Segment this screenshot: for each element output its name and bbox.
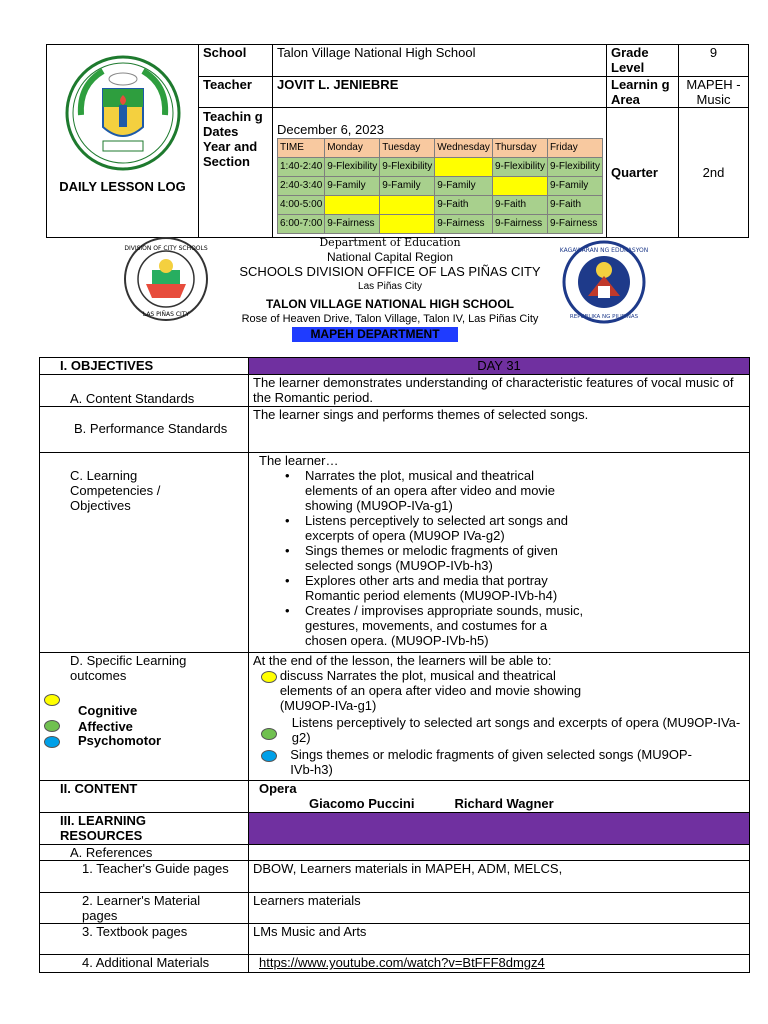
schedule-time-cell: 2:40-3:40 bbox=[278, 177, 325, 196]
svg-text:LAS PIÑAS CITY: LAS PIÑAS CITY bbox=[142, 311, 190, 318]
schedule-class-cell: 9-Flexibility bbox=[492, 158, 547, 177]
date-value: December 6, 2023 bbox=[277, 122, 384, 137]
domain-psychomotor: Psychomotor bbox=[78, 733, 162, 748]
teacher-value: JOVIT L. JENIEBRE bbox=[273, 77, 607, 108]
schedule-class-cell: 9-Flexibility bbox=[547, 158, 602, 177]
school-logo-icon bbox=[59, 55, 187, 173]
yellow-dot-icon bbox=[44, 694, 60, 706]
schedule-row bbox=[278, 158, 603, 177]
domain-legend bbox=[44, 691, 244, 749]
competency-item: • Explores other arts and media that portray Romantic period elements (MU9OP-IVb-h4) bbox=[259, 573, 585, 603]
area-value: MAPEH -Music bbox=[679, 77, 749, 108]
teachers-guide-label: 1. Teacher's Guide pages bbox=[40, 861, 249, 893]
references-empty bbox=[249, 845, 750, 861]
schedule-class-cell: 9-Fairness bbox=[435, 215, 493, 234]
schedule-header-cell: Wednesday bbox=[435, 139, 493, 158]
grade-label: Grade Level bbox=[607, 45, 679, 77]
additional-materials-cell bbox=[249, 955, 750, 973]
content-standards-value: The learner demonstrates understanding of characteristic features of vocal music of the Romantic period. bbox=[249, 375, 750, 407]
outcome-item: Sings themes or melodic fragments of given selected songs (MU9OP-IVb-h3) bbox=[290, 747, 692, 777]
schedule-time-cell: 6:00-7:00 bbox=[278, 215, 325, 234]
schedule-header-cell: Friday bbox=[547, 139, 602, 158]
objectives-label: I. OBJECTIVES bbox=[40, 358, 249, 375]
schedule-class-cell bbox=[435, 158, 493, 177]
schedule-class-cell: 9-Flexibility bbox=[380, 158, 435, 177]
schedule-header-cell: TIME bbox=[278, 139, 325, 158]
svg-text:KAGAWARAN NG EDUKASYON: KAGAWARAN NG EDUKASYON bbox=[559, 247, 649, 254]
references-label: A. References bbox=[40, 845, 249, 861]
school-label: School bbox=[199, 45, 273, 77]
schedule-class-cell: 9-Family bbox=[435, 177, 493, 196]
performance-standards-label: B. Performance Standards bbox=[40, 407, 249, 453]
yellow-dot-icon bbox=[261, 671, 277, 683]
schedule-row bbox=[278, 215, 603, 234]
header-table bbox=[46, 44, 749, 238]
competency-item: • Narrates the plot, musical and theatrical elements of an opera after video and movie showing (MU9OP-IVa-g1) bbox=[259, 468, 585, 513]
content-cell bbox=[249, 781, 750, 813]
outcomes-cell bbox=[249, 653, 750, 781]
sdo-name: SCHOOLS DIVISION OFFICE OF LAS PIÑAS CITY bbox=[239, 264, 541, 279]
teacher-label: Teacher bbox=[199, 77, 273, 108]
schedule-table bbox=[277, 138, 603, 234]
schedule-class-cell: 9-Fairness bbox=[492, 215, 547, 234]
schedule-time-cell: 4:00-5:00 bbox=[278, 196, 325, 215]
lesson-table bbox=[39, 357, 750, 973]
svg-text:REPUBLIKA NG PILIPINAS: REPUBLIKA NG PILIPINAS bbox=[569, 314, 639, 320]
specific-outcomes-cell bbox=[40, 653, 249, 781]
blue-dot-icon bbox=[261, 750, 277, 762]
competency-item: • Creates / improvises appropriate sounds, music, gestures, movements, and costumes for a chosen opera. (MU9OP-IVb-h5) bbox=[259, 603, 585, 648]
city-name: Las Piñas City bbox=[358, 281, 422, 292]
competencies-intro: The learner… bbox=[259, 453, 339, 468]
youtube-link[interactable]: https://www.youtube.com/watch?v=BtFFF8dmgz4 bbox=[259, 955, 545, 970]
resources-bar bbox=[249, 813, 750, 845]
content-standards-label: A. Content Standards bbox=[40, 375, 249, 407]
schedule-time-cell: 1:40-2:40 bbox=[278, 158, 325, 177]
area-label: Learnin g Area bbox=[607, 77, 679, 108]
specific-outcomes-label: D. Specific Learning outcomes bbox=[70, 653, 187, 683]
outcomes-intro: At the end of the lesson, the learners will be able to: bbox=[253, 653, 552, 668]
composer-wagner: Richard Wagner bbox=[454, 796, 554, 811]
schedule-header-cell: Thursday bbox=[492, 139, 547, 158]
quarter-value: 2nd bbox=[679, 108, 749, 238]
department-banner: MAPEH DEPARTMENT bbox=[292, 327, 458, 342]
learners-material-label: 2. Learner's Material pages bbox=[40, 893, 249, 924]
schedule-class-cell: 9-Faith bbox=[547, 196, 602, 215]
svg-text:DIVISION OF CITY SCHOOLS: DIVISION OF CITY SCHOOLS bbox=[124, 245, 208, 252]
outcome-row bbox=[253, 747, 745, 777]
content-title: Opera bbox=[259, 781, 297, 796]
schedule-row bbox=[278, 177, 603, 196]
green-dot-icon bbox=[261, 728, 277, 740]
quarter-label: Quarter bbox=[607, 108, 679, 238]
outcome-row bbox=[253, 715, 745, 745]
competencies-label: C. Learning Competencies / Objectives bbox=[40, 453, 249, 653]
composer-puccini: Giacomo Puccini bbox=[309, 796, 415, 811]
domain-cognitive: Cognitive bbox=[78, 703, 138, 718]
deped-name: Department of Education bbox=[319, 236, 461, 249]
resources-label: III. LEARNING RESOURCES bbox=[40, 813, 249, 845]
schedule-class-cell: 9-Family bbox=[380, 177, 435, 196]
banner-school-name: TALON VILLAGE NATIONAL HIGH SCHOOL bbox=[266, 297, 514, 311]
schedule-header-cell: Tuesday bbox=[380, 139, 435, 158]
deped-seal-icon bbox=[558, 240, 650, 324]
schedule-class-cell: 9-Fairness bbox=[325, 215, 380, 234]
competencies-cell bbox=[249, 453, 750, 653]
schedule-row bbox=[278, 196, 603, 215]
deped-banner bbox=[0, 236, 768, 344]
schedule-class-cell: 9-Family bbox=[325, 177, 380, 196]
composers bbox=[259, 796, 745, 811]
banner-text bbox=[180, 236, 600, 326]
content-label: II. CONTENT bbox=[40, 781, 249, 813]
green-dot-icon bbox=[44, 720, 60, 732]
additional-materials-label: 4. Additional Materials bbox=[40, 955, 249, 973]
day-label: DAY 31 bbox=[249, 358, 750, 375]
grade-value: 9 bbox=[679, 45, 749, 77]
schedule-class-cell bbox=[380, 215, 435, 234]
dates-cell bbox=[273, 108, 607, 238]
textbook-value: LMs Music and Arts bbox=[249, 924, 750, 955]
schedule-class-cell bbox=[492, 177, 547, 196]
dll-title: DAILY LESSON LOG bbox=[59, 179, 186, 194]
schedule-class-cell: 9-Faith bbox=[435, 196, 493, 215]
outcome-item: Listens perceptively to selected art songs and excerpts of opera (MU9OP-IVa-g2) bbox=[291, 715, 741, 745]
blue-dot-icon bbox=[44, 736, 60, 748]
schedule-class-cell: 9-Faith bbox=[492, 196, 547, 215]
schedule-class-cell bbox=[325, 196, 380, 215]
textbook-label: 3. Textbook pages bbox=[40, 924, 249, 955]
competency-item: • Listens perceptively to selected art songs and excerpts of opera (MU9OP IVa-g2) bbox=[259, 513, 585, 543]
schedule-class-cell: 9-Flexibility bbox=[325, 158, 380, 177]
school-value: Talon Village National High School bbox=[273, 45, 607, 77]
schedule-header-cell: Monday bbox=[325, 139, 380, 158]
schedule-class-cell bbox=[380, 196, 435, 215]
competency-item: • Sings themes or melodic fragments of given selected songs (MU9OP-IVb-h3) bbox=[259, 543, 585, 573]
performance-standards-value: The learner sings and performs themes of selected songs. bbox=[249, 407, 750, 453]
dates-label: Teachin g Dates Year and Section bbox=[199, 108, 273, 238]
region-name: National Capital Region bbox=[326, 250, 454, 264]
outcome-item: discuss Narrates the plot, musical and theatrical elements of an opera after video and movie showing (MU9OP-IVa-g1) bbox=[279, 668, 582, 713]
logo-cell bbox=[47, 45, 199, 238]
competencies-list bbox=[259, 468, 745, 648]
schedule-class-cell: 9-Family bbox=[547, 177, 602, 196]
domain-affective: Affective bbox=[78, 719, 133, 734]
learners-material-value: Learners materials bbox=[249, 893, 750, 924]
school-address: Rose of Heaven Drive, Talon Village, Talon IV, Las Piñas City bbox=[241, 313, 539, 325]
teachers-guide-value: DBOW, Learners materials in MAPEH, ADM, MELCS, bbox=[249, 861, 750, 893]
outcome-row bbox=[253, 668, 745, 713]
schedule-class-cell: 9-Fairness bbox=[547, 215, 602, 234]
